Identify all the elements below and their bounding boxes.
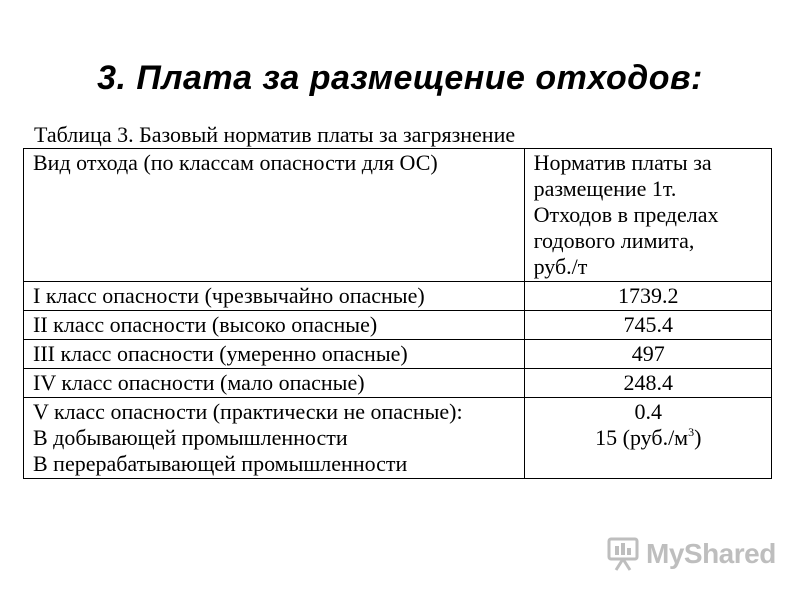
presentation-board-icon xyxy=(606,536,640,572)
class-v-line: В перерабатывающей промышленности xyxy=(33,451,408,476)
watermark-brand: MyShared xyxy=(646,538,776,569)
header-value-line: годового лимита, xyxy=(533,228,695,253)
value-processing-text: 15 (руб./м xyxy=(595,425,689,450)
value-processing-end: ) xyxy=(694,425,702,450)
row-kind-cell: I класс опасности (чрезвычайно опасные) xyxy=(24,282,525,311)
value-processing-sup: 3 xyxy=(688,425,695,439)
watermark xyxy=(606,534,776,574)
table-caption: Таблица 3. Базовый норматив платы за загрязнение xyxy=(34,122,516,147)
header-value-line: руб./т xyxy=(533,254,588,279)
header-value-line: Отходов в пределах xyxy=(533,202,719,227)
row-value-cell: 745.4 xyxy=(524,311,771,340)
header-value-cell xyxy=(524,149,771,282)
row-value-cell: 1739.2 xyxy=(524,282,771,311)
slide-title: 3. Плата за размещение отходов: xyxy=(97,59,703,97)
class-v-line: V класс опасности (практически не опасные): xyxy=(33,399,463,424)
row-value-cell: 248.4 xyxy=(524,369,771,398)
table-row xyxy=(24,369,772,398)
table-row xyxy=(24,340,772,369)
row-kind-cell: II класс опасности (высоко опасные) xyxy=(24,311,525,340)
header-value-line: размещение 1т. xyxy=(533,176,677,201)
header-value-line: Норматив платы за xyxy=(533,150,712,175)
table-row xyxy=(24,311,772,340)
value-processing xyxy=(534,425,763,451)
row-kind-cell: III класс опасности (умеренно опасные) xyxy=(24,340,525,369)
class-v-line: В добывающей промышленности xyxy=(33,425,348,450)
row-value-cell: 497 xyxy=(524,340,771,369)
header-kind-cell: Вид отхода (по классам опасности для ОС) xyxy=(24,149,525,282)
table-row xyxy=(24,282,772,311)
row-kind-cell: IV класс опасности (мало опасные) xyxy=(24,369,525,398)
waste-fee-table xyxy=(23,148,772,479)
row-value-cell xyxy=(524,398,771,479)
value-mining: 0.4 xyxy=(634,399,663,424)
table-header-row xyxy=(24,149,772,282)
table-row-class-v xyxy=(24,398,772,479)
row-kind-cell xyxy=(24,398,525,479)
